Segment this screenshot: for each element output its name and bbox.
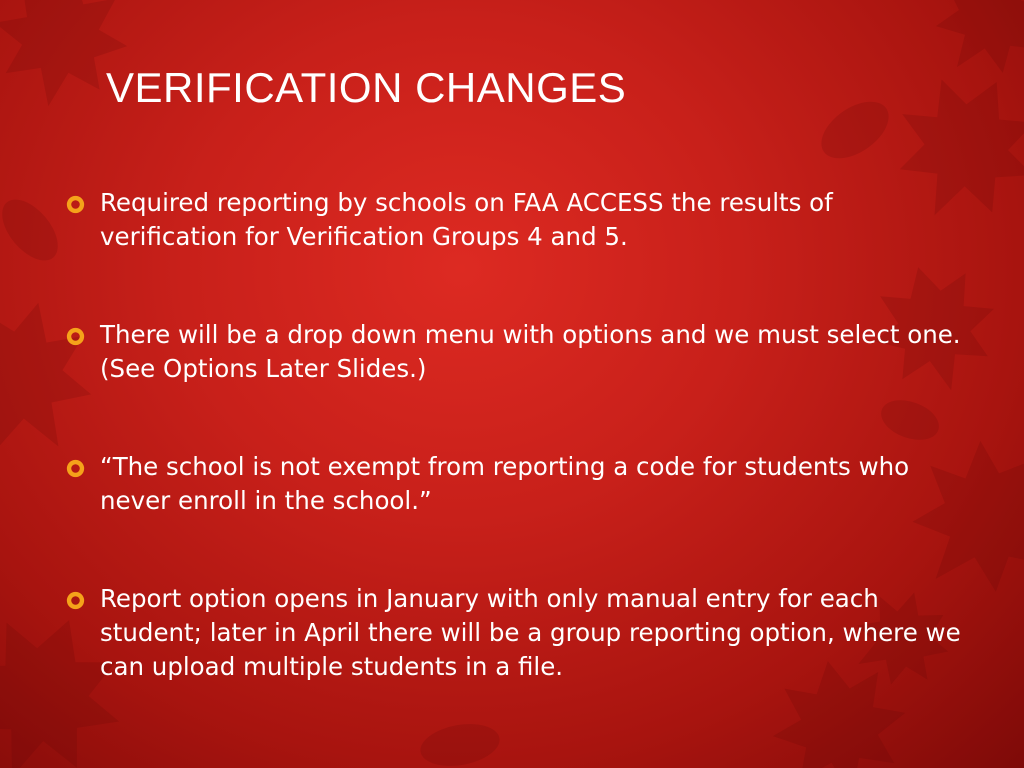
autumn-leaf-icon <box>910 0 1024 100</box>
bullet-item <box>62 318 972 386</box>
bullet-text: There will be a drop down menu with options and we must select one. (See Options Later Slides.) <box>100 320 961 383</box>
bullet-item <box>62 450 972 518</box>
ring-bullet-icon <box>66 591 85 610</box>
bullet-text: “The school is not exempt from reporting a code for students who never enroll in the school.” <box>100 452 910 515</box>
bullet-text: Required reporting by schools on FAA ACCESS the results of verification for Verification Groups 4 and 5. <box>100 188 833 251</box>
bullet-item <box>62 186 972 254</box>
ring-bullet-icon <box>66 327 85 346</box>
ring-bullet-icon <box>66 459 85 478</box>
bullet-list <box>62 186 972 684</box>
bullet-item <box>62 582 972 684</box>
ring-bullet-icon <box>66 195 85 214</box>
slide-title: VERIFICATION CHANGES <box>106 64 627 111</box>
bullet-text: Report option opens in January with only manual entry for each student; later in April there will be a group reporting option, where we can upload multiple students in a file. <box>100 584 961 681</box>
